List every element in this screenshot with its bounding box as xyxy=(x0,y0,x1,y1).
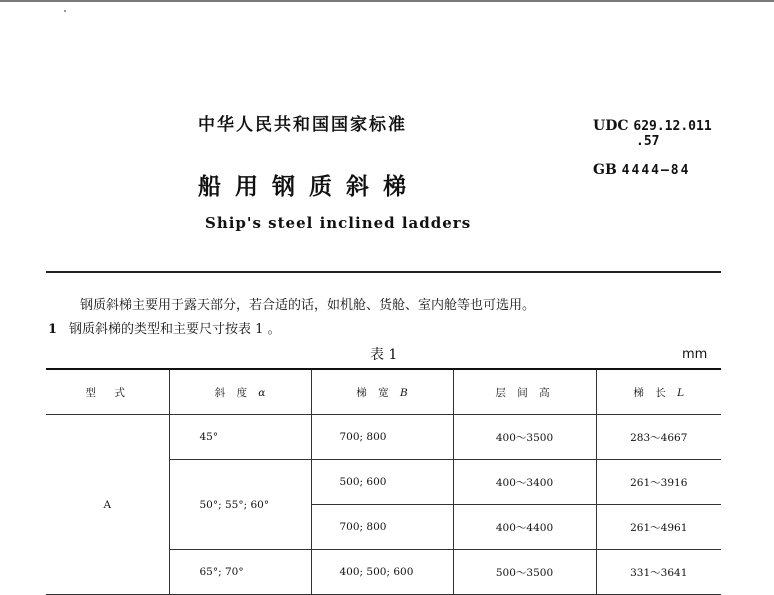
header-floor-height: 层 间 高 xyxy=(453,369,596,415)
table-row xyxy=(46,415,721,460)
height-cell: 500～3500 xyxy=(453,550,596,595)
table-header-row xyxy=(46,369,721,415)
slope-cell: 45° xyxy=(169,415,311,460)
width-cell: 500; 600 xyxy=(311,460,453,505)
page-title: 船用钢质斜梯 xyxy=(198,174,420,200)
height-cell: 400～4400 xyxy=(453,505,596,550)
slope-cell: 50°; 55°; 60° xyxy=(169,460,311,550)
scan-speck xyxy=(64,10,66,12)
top-border xyxy=(0,0,774,2)
width-cell: 700; 800 xyxy=(311,415,453,460)
header-divider xyxy=(46,271,721,273)
gb-number: 4444—84 xyxy=(621,163,691,178)
height-cell: 400～3500 xyxy=(453,415,596,460)
header-type: 型 式 xyxy=(46,369,169,415)
width-cell: 700; 800 xyxy=(311,505,453,550)
english-title: Ship's steel inclined ladders xyxy=(205,214,472,232)
section-1-paragraph xyxy=(48,318,281,337)
gb-label: GB xyxy=(593,162,617,178)
udc-number-cont: .57 xyxy=(636,134,660,149)
height-cell: 400～3400 xyxy=(453,460,596,505)
length-cell: 283～4667 xyxy=(596,415,721,460)
header-length: 梯 长 L xyxy=(596,369,721,415)
udc-code xyxy=(593,118,712,134)
table-unit: mm xyxy=(682,347,708,362)
section-1-text: 钢质斜梯的类型和主要尺寸按表 1 。 xyxy=(69,322,281,337)
length-cell: 261～4961 xyxy=(596,505,721,550)
udc-number: 629.12.011 xyxy=(633,119,712,134)
slope-cell: 65°; 70° xyxy=(169,550,311,595)
header-width: 梯 宽 B xyxy=(311,369,453,415)
length-cell: 261～3916 xyxy=(596,460,721,505)
section-number: 1 xyxy=(48,322,58,337)
intro-paragraph: 钢质斜梯主要用于露天部分，若合适的话，如机舱、货舱、室内舱等也可选用。 xyxy=(80,298,536,313)
udc-label: UDC xyxy=(593,118,629,134)
length-cell: 331～3641 xyxy=(596,550,721,595)
org-title: 中华人民共和国国家标准 xyxy=(198,115,407,135)
header-slope: 斜 度 α xyxy=(169,369,311,415)
ladder-dimensions-table xyxy=(46,368,721,595)
width-cell: 400; 500; 600 xyxy=(311,550,453,595)
gb-code xyxy=(593,162,690,178)
table-caption: 表 1 xyxy=(370,347,398,363)
type-cell: A xyxy=(46,415,169,595)
